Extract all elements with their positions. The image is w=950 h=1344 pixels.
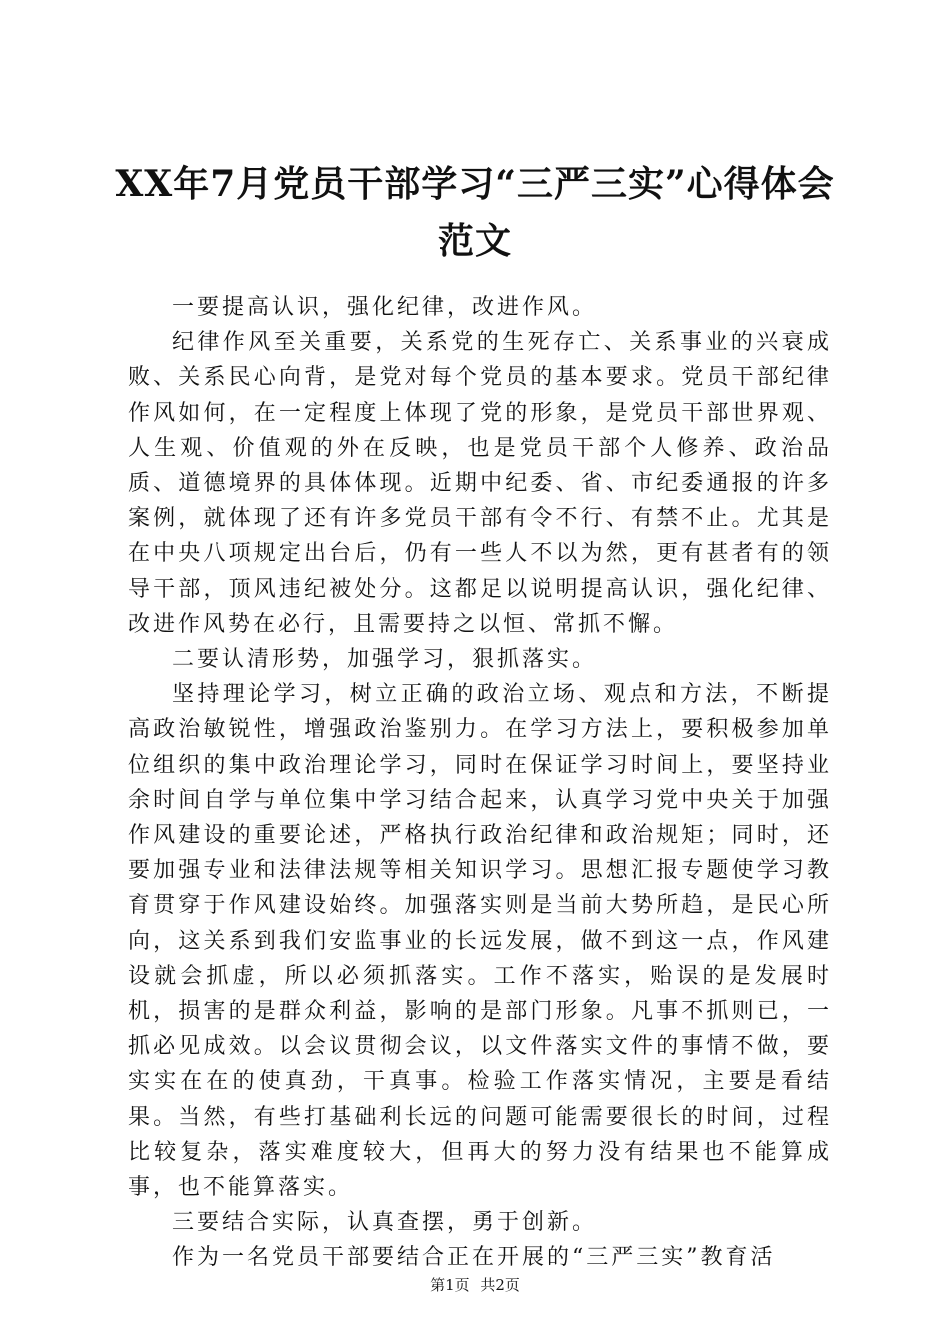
body-paragraph-3: 作为一名党员干部要结合正在开展的“三严三实”教育活: [172, 1245, 776, 1271]
body-paragraph-2: 坚持理论学习，树立正确的政治立场、观点和方法，不断提高政治敏锐性，增强政治鉴别力。在学习方法上，要积极参加单位组织的集中政治理论学习，同时在保证学习时间上，要坚持业余时间自学与单位集中学习结合起来，认真学习党中央关于加强作风建设的重要论述，严格执行政治纪律和政治规矩；同时，还要加强专业和法律法规等相关知识学习。思想汇报专题使学习教育贯穿于作风建设始终。加强落实则是当前大势所趋，是民心所向，这关系到我们安监事业的长远发展，做不到这一点，作风建设就会抓虚，所以必须抓落实。工作不落实，贻误的是发展时机，损害的是群众利益，影响的是部门形象。凡事不抓则已，一抓必见成效。以会议贯彻会议，以文件落实文件的事情不做，要实实在在的使真劲，干真事。检验工作落实情况，主要是看结果。当然，有些打基础利长远的问题可能需要很长的时间，过程比较复杂，落实难度较大，但再大的努力没有结果也不能算成事，也不能算落实。: [128, 682, 832, 1201]
document-title: XX年7月党员干部学习“三严三实”心得体会: [115, 163, 835, 205]
body-paragraph-1: 纪律作风至关重要，关系党的生死存亡、关系事业的兴衰成败、关系民心向背，是党对每个党员的基本要求。党员干部纪律作风如何，在一定程度上体现了党的形象，是党员干部世界观、人生观、价值观的外在反映，也是党员干部个人修养、政治品质、道德境界的具体体现。近期中纪委、省、市纪委通报的许多案例，就体现了还有许多党员干部有令不行、有禁不止。尤其是在中央八项规定出台后，仍有一些人不以为然，更有甚者有的领导干部，顶风违纪被处分。这都足以说明提高认识，强化纪律、改进作风势在必行，且需要持之以恒、常抓不懈。: [128, 330, 832, 637]
section-heading-2: 二要认清形势，加强学习，狠抓落实。: [172, 647, 598, 673]
document-body: [128, 290, 832, 1276]
page-number: 第1页: [430, 1276, 470, 1294]
section-heading-3: 三要结合实际，认真查摆，勇于创新。: [172, 1210, 598, 1236]
section-heading-1: 一要提高认识，强化纪律，改进作风。: [172, 295, 598, 320]
page-total: 共2页: [480, 1276, 520, 1294]
page-footer: [0, 1275, 950, 1295]
document-title-continued: 范文: [437, 220, 512, 262]
